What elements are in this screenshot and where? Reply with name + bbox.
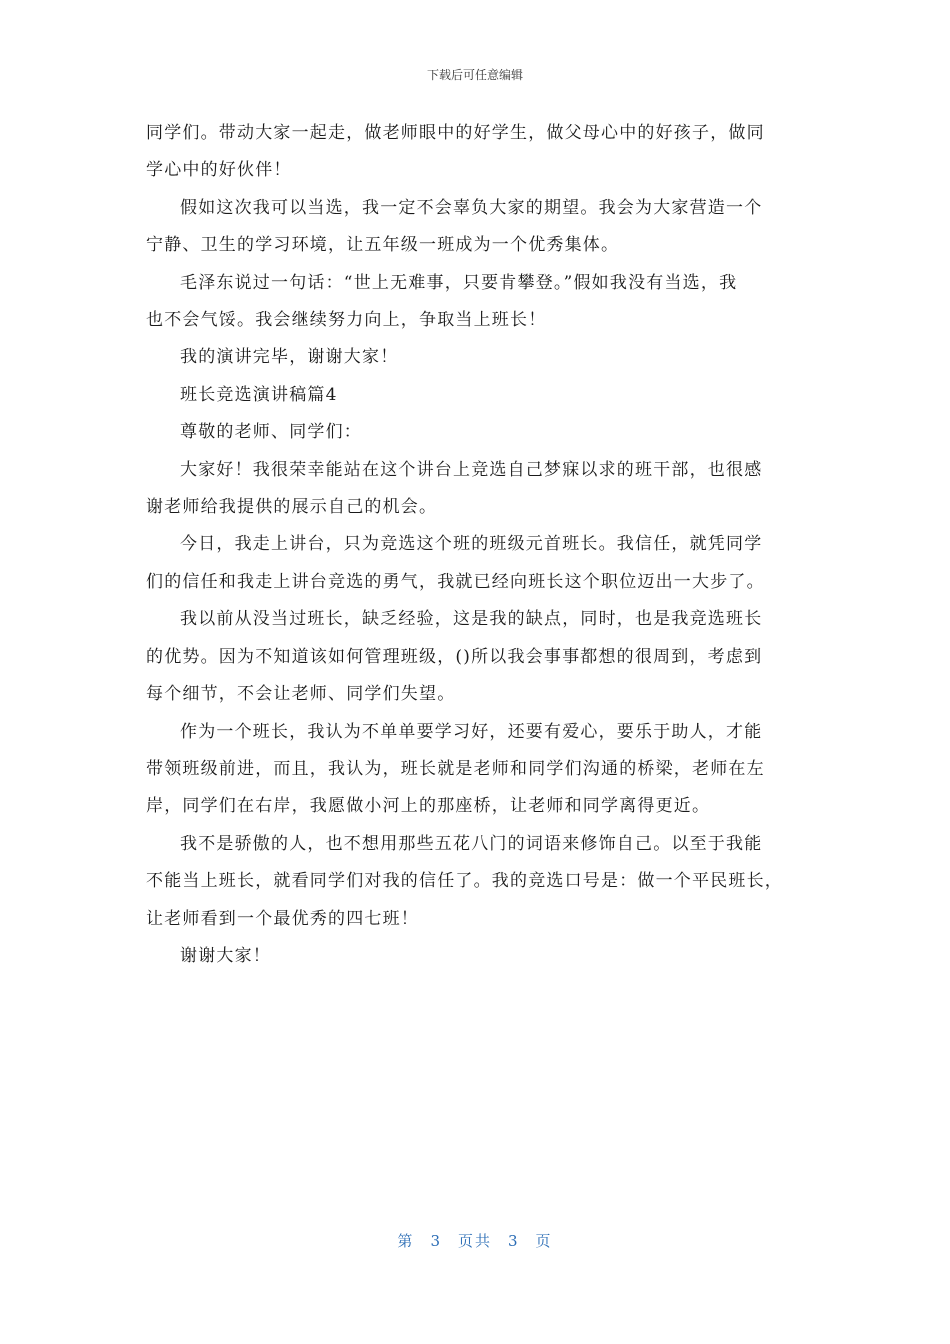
text-line: 让老师看到一个最优秀的四七班！ xyxy=(146,908,419,929)
paragraph xyxy=(146,601,796,713)
text-line: 假如这次我可以当选，我一定不会辜负大家的期望。我会为大家营造一个 xyxy=(180,197,763,218)
paragraph xyxy=(146,938,796,975)
text-line: 大家好！我很荣幸能站在这个讲台上竞选自己梦寐以求的班干部，也很感 xyxy=(180,459,763,480)
text-line: 作为一个班长，我认为不单单要学习好，还要有爱心，要乐于助人，才能 xyxy=(180,721,763,742)
paragraph xyxy=(146,339,796,376)
paragraph xyxy=(146,190,796,265)
text-line: 带领班级前进，而且，我认为，班长就是老师和同学们沟通的桥梁，老师在左 xyxy=(146,758,765,779)
text-line: 岸，同学们在右岸，我愿做小河上的那座桥，让老师和同学离得更近。 xyxy=(146,796,711,817)
text-line: 谢老师给我提供的展示自己的机会。 xyxy=(146,497,438,518)
paragraph xyxy=(146,826,796,938)
text-line: 每个细节，不会让老师、同学们失望。 xyxy=(146,684,456,705)
footer-suffix: 页 xyxy=(535,1232,553,1250)
paragraph xyxy=(146,452,796,527)
text-line: 同学们。带动大家一起走，做老师眼中的好学生，做父母心中的好孩子，做同 xyxy=(146,123,765,143)
footer-total-pages: 3 xyxy=(508,1232,520,1250)
paragraph xyxy=(146,377,796,414)
text-line: 也不会气馁。我会继续努力向上，争取当上班长！ xyxy=(146,310,547,331)
document-body xyxy=(146,115,796,975)
text-line: 学心中的好伙伴！ xyxy=(146,160,292,181)
text-line: 今日，我走上讲台，只为竞选这个班的班级元首班长。我信任，就凭同学 xyxy=(180,534,763,555)
text-line: 谢谢大家！ xyxy=(180,945,271,966)
text-line: 宁静、卫生的学习环境，让五年级一班成为一个优秀集体。 xyxy=(146,235,620,256)
text-line: 班长竞选演讲稿篇4 xyxy=(180,384,338,405)
text-line: 我以前从没当过班长，缺乏经验，这是我的缺点，同时，也是我竞选班长 xyxy=(180,609,763,630)
text-line: 不能当上班长，就看同学们对我的信任了。我的竞选口号是：做一个平民班长， xyxy=(146,871,783,892)
text-line: 我的演讲完毕，谢谢大家！ xyxy=(180,347,399,368)
text-line: 我不是骄傲的人，也不想用那些五花八门的词语来修饰自己。以至于我能 xyxy=(180,833,763,854)
paragraph xyxy=(146,115,796,190)
text-line: 尊敬的老师、同学们： xyxy=(180,422,362,443)
text-line: 们的信任和我走上讲台竞选的勇气，我就已经向班长这个职位迈出一大步了。 xyxy=(146,571,765,592)
paragraph xyxy=(146,265,796,340)
page-header: 下载后可任意编辑 xyxy=(426,68,523,82)
text-line: 毛泽东说过一句话：“世上无难事，只要肯攀登。”假如我没有当选，我 xyxy=(180,272,738,293)
footer-middle: 页共 xyxy=(457,1232,492,1250)
text-line: 的优势。因为不知道该如何管理班级，()所以我会事事都想的很周到，考虑到 xyxy=(146,646,763,667)
paragraph xyxy=(146,714,796,826)
footer-current-page: 3 xyxy=(430,1232,442,1250)
paragraph xyxy=(146,414,796,451)
paragraph xyxy=(146,526,796,601)
page-footer xyxy=(0,1230,950,1251)
footer-prefix: 第 xyxy=(397,1232,415,1250)
